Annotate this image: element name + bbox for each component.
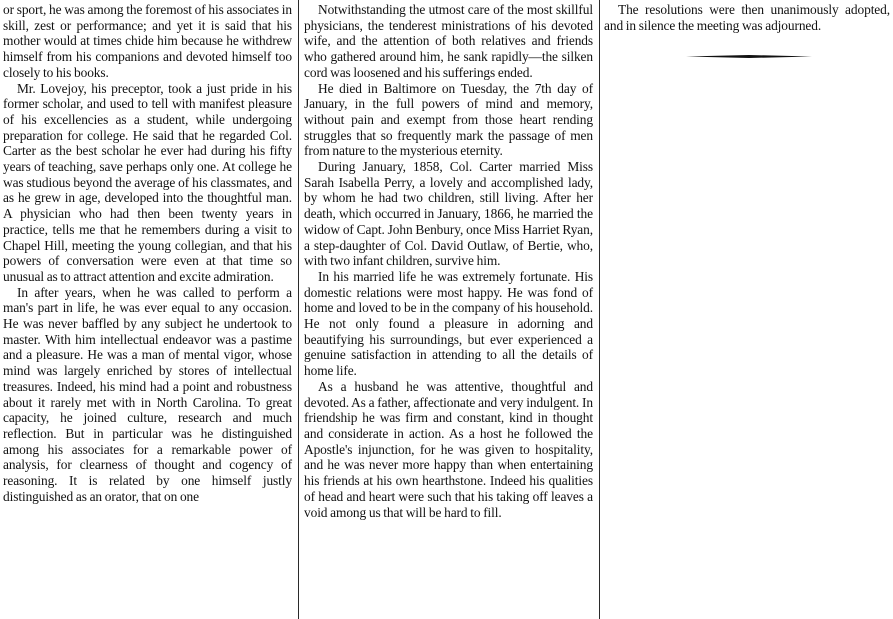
paragraph: In after years, when he was called to perform a man's part in life, he was ever equal to any occasion. He was never baffled by any subject he undertook to master. With him intellectual endeavor was a pastime and a pleasure. He was a man of mental vigor, whose mind was largely enriched by stores of intellectual treasures. Indeed, his mind had a point and robustness about it rarely met with in North Carolina. To great capacity, he joined culture, research and much reflection. But in particular was he distinguished among his associates for a remarkable power of analysis, for clearness of thought and cogency of reasoning. It is related by one himself justly distinguished as an orator, that on one <box>3 284 292 504</box>
end-of-article-dash <box>686 55 812 58</box>
article-column-2 <box>304 2 593 520</box>
paragraph: He died in Baltimore on Tuesday, the 7th day of January, in the full powers of mind and memory, without pain and exempt from those heart rending struggles that so frequently mark the passage of men from nature to the mysterious eternity. <box>304 80 593 159</box>
paragraph: Mr. Lovejoy, his preceptor, took a just pride in his former scholar, and used to tell with manifest pleasure of his excellencies as a student, while undergoing preparation for college. He said that he regarded Col. Carter as the best scholar he ever had during his fifty years of teaching, save perhaps only one. At college he was studious beyond the average of his classmates, and as he grew in age, developed into the thoughtful man. A physician who had then been twenty years in practice, tells me that he remembers during a visit to Chapel Hill, meeting the young collegian, and that his powers of conversation were even at that time so unusual as to attract attention and excite admiration. <box>3 80 292 284</box>
paragraph: Notwithstanding the utmost care of the most skillful physicians, the tenderest ministrations of his devoted wife, and the attention of both relatives and friends who gathered around him, he sank rapidly—the silken cord was loosened and his sufferings ended. <box>304 2 593 80</box>
paragraph: The resolutions were then unanimously adopted, and in silence the meeting was adjourned. <box>604 2 890 33</box>
column-divider <box>599 0 600 619</box>
paragraph: In his married life he was extremely fortunate. His domestic relations were most happy. He was fond of home and loved to be in the company of his household. He not only found a pleasure in adorning and beautifying his surroundings, but ever experienced a genuine satisfaction in attending to all the details of home life. <box>304 268 593 379</box>
paragraph: As a husband he was attentive, thoughtful and devoted. As a father, affectionate and very indulgent. In friendship he was firm and constant, kind in thought and considerate in action. As a host he followed the Apostle's injunction, for he was given to hospitality, and he was never more happy than when entertaining his friends at his own hearthstone. Indeed his qualities of head and heart were such that his taking off leaves a void among us that will be hard to fill. <box>304 378 593 520</box>
column-divider <box>298 0 299 619</box>
article-column-3 <box>604 2 890 33</box>
paragraph: or sport, he was among the foremost of his associates in skill, zest or performance; and yet it is said that his mother would at times chide him because he withdrew himself from his companions and devoted himself too closely to his books. <box>3 2 292 80</box>
paragraph: During January, 1858, Col. Carter married Miss Sarah Isabella Perry, a lovely and accomplished lady, by whom he had two children, still living. After her death, which occurred in January, 1866, he married the widow of Capt. John Benbury, once Miss Harriet Ryan, a step-daughter of Col. David Outlaw, of Bertie, who, with two infant children, survive him. <box>304 159 593 269</box>
article-column-1 <box>3 2 292 505</box>
